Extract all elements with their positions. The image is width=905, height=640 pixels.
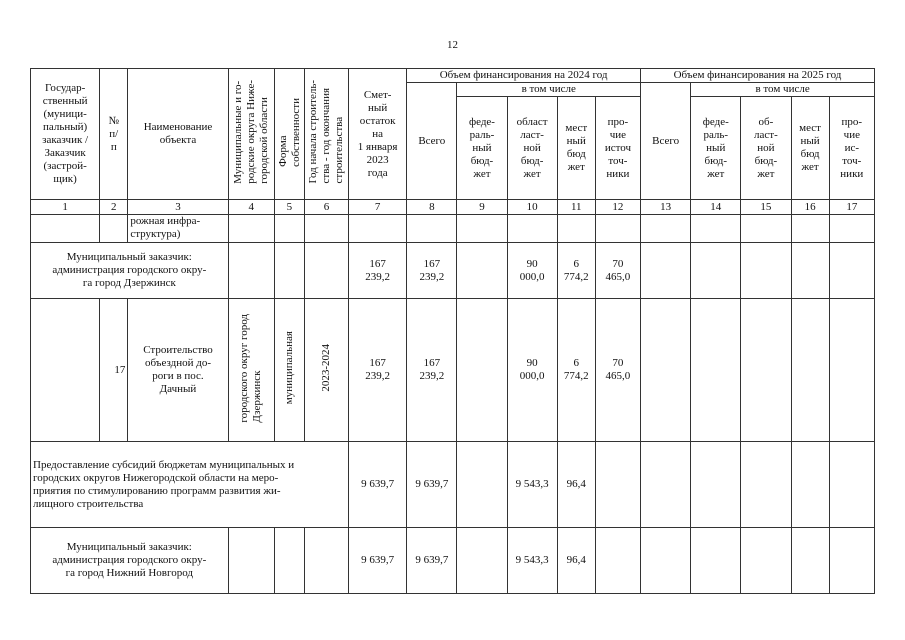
header-row-1 xyxy=(31,69,875,83)
empty-cell xyxy=(100,215,128,243)
column-index: 10 xyxy=(507,200,557,215)
col-header-total-2024: Всего xyxy=(407,83,457,200)
balance-value: 9 639,7 xyxy=(349,442,407,528)
customer-row-nn xyxy=(31,528,875,594)
column-index: 2 xyxy=(100,200,128,215)
column-index: 14 xyxy=(691,200,741,215)
other-2024-value: 70 465,0 xyxy=(595,243,640,299)
col-header-local-2024: мест ный бюд жет xyxy=(557,97,595,200)
column-index: 1 xyxy=(31,200,100,215)
balance-value: 9 639,7 xyxy=(349,528,407,594)
column-index: 8 xyxy=(407,200,457,215)
col-header-years: Год начала строитель- ства - год окончания строительства xyxy=(306,80,345,184)
subsidies-row xyxy=(31,442,875,528)
column-index: 6 xyxy=(304,200,348,215)
col-header-num: № п/ п xyxy=(100,69,128,200)
regional-2024-value: 90 000,0 xyxy=(507,243,557,299)
column-index-row xyxy=(31,200,875,215)
col-header-municipality-cell xyxy=(228,69,274,200)
col-header-fin-2024: Объем финансирования на 2024 год xyxy=(407,69,641,83)
col-header-customer: Государ- ственный (муници- пальный) заказчик / Заказчик (застрой- щик) xyxy=(31,69,100,200)
customer-label-dzerzhinsk: Муниципальный заказчик: администрация городского окру- га город Дзержинск xyxy=(31,243,229,299)
item-num: 17 xyxy=(100,299,128,442)
col-header-other-2025: про- чие ис- точ- ники xyxy=(829,97,874,200)
item-ownership-cell xyxy=(274,299,304,442)
total-2024-value: 167 239,2 xyxy=(407,243,457,299)
column-index: 13 xyxy=(641,200,691,215)
item-years-cell xyxy=(304,299,348,442)
item-name: Строительство объездной до- роги в пос. Дачный xyxy=(128,299,228,442)
regional-2024-value: 9 543,3 xyxy=(507,528,557,594)
col-header-including-2024: в том числе xyxy=(457,83,641,97)
column-index: 11 xyxy=(557,200,595,215)
column-index: 15 xyxy=(741,200,791,215)
continuation-row xyxy=(31,215,875,243)
local-2024-value: 96,4 xyxy=(557,528,595,594)
total-2024-value: 167 239,2 xyxy=(407,299,457,442)
col-header-including-2025: в том числе xyxy=(691,83,875,97)
col-header-ownership-cell xyxy=(274,69,304,200)
regional-2024-value: 9 543,3 xyxy=(507,442,557,528)
col-header-fin-2025: Объем финансирования на 2025 год xyxy=(641,69,875,83)
item-municipality-cell xyxy=(228,299,274,442)
local-2024-value: 96,4 xyxy=(557,442,595,528)
col-header-federal-2025: феде- раль- ный бюд- жет xyxy=(691,97,741,200)
column-index: 12 xyxy=(595,200,640,215)
subsidies-label: Предоставление субсидий бюджетам муниципальных и городских округов Нижегородской области на меро- приятия по стимулированию программ развития жи- лищного строительства xyxy=(31,442,349,528)
column-index: 16 xyxy=(791,200,829,215)
balance-value: 167 239,2 xyxy=(349,243,407,299)
column-index: 17 xyxy=(829,200,874,215)
financing-table xyxy=(30,68,875,594)
col-header-regional-2025: об- ласт- ной бюд- жет xyxy=(741,97,791,200)
continuation-text: рожная инфра- структура) xyxy=(128,215,228,243)
local-2024-value: 6 774,2 xyxy=(557,299,595,442)
empty-cell xyxy=(31,215,100,243)
other-2024-value: 70 465,0 xyxy=(595,299,640,442)
col-header-federal-2024: феде- раль- ный бюд- жет xyxy=(457,97,507,200)
item-ownership: муниципальная xyxy=(282,331,295,405)
col-header-balance: Смет- ный остаток на 1 января 2023 года xyxy=(349,69,407,200)
item-municipality: городского округ город Дзержинск xyxy=(238,313,264,423)
col-header-regional-2024: област ласт- ной бюд- жет xyxy=(507,97,557,200)
column-index: 7 xyxy=(349,200,407,215)
column-index: 3 xyxy=(128,200,228,215)
empty-cell xyxy=(31,299,100,442)
col-header-local-2025: мест ный бюд жет xyxy=(791,97,829,200)
col-header-object-name: Наименование объекта xyxy=(128,69,228,200)
col-header-ownership: Форма собственности xyxy=(276,97,302,167)
local-2024-value: 6 774,2 xyxy=(557,243,595,299)
column-index: 9 xyxy=(457,200,507,215)
customer-label-nn: Муниципальный заказчик: администрация городского окру- га город Нижний Новгород xyxy=(31,528,229,594)
column-index: 5 xyxy=(274,200,304,215)
regional-2024-value: 90 000,0 xyxy=(507,299,557,442)
total-2024-value: 9 639,7 xyxy=(407,442,457,528)
col-header-municipality: Муниципальные и го- родские округа Ниже- городской области xyxy=(231,80,270,184)
col-header-other-2024: про- чие источ точ- ники xyxy=(595,97,640,200)
balance-value: 167 239,2 xyxy=(349,299,407,442)
col-header-years-cell xyxy=(304,69,348,200)
page-number: 12 xyxy=(447,39,458,51)
column-index: 4 xyxy=(228,200,274,215)
item-years: 2023-2024 xyxy=(319,344,332,392)
customer-row-dzerzhinsk xyxy=(31,243,875,299)
item-row-17 xyxy=(31,299,875,442)
total-2024-value: 9 639,7 xyxy=(407,528,457,594)
col-header-total-2025: Всего xyxy=(641,83,691,200)
